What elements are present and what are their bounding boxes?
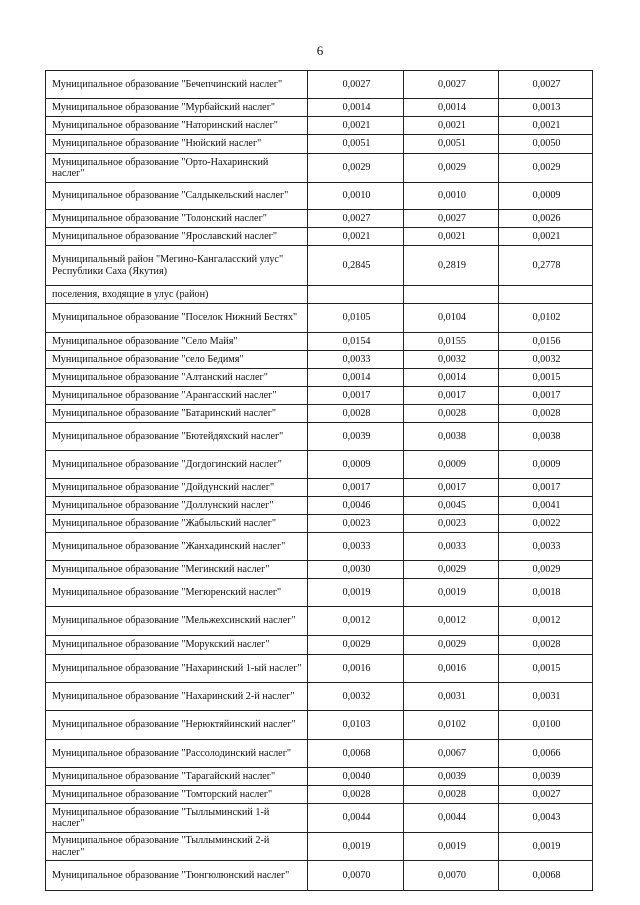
municipality-name: Муниципальное образование "село Бедимя" [46, 351, 308, 369]
coefficient-value-2: 0,2819 [404, 246, 499, 286]
coefficient-value-2: 0,0032 [404, 351, 499, 369]
coefficient-value-1: 0,0040 [308, 768, 404, 786]
coefficient-value-3: 0,0041 [499, 497, 593, 515]
table-row [46, 655, 593, 683]
coefficient-value-2: 0,0014 [404, 369, 499, 387]
coefficient-value-2: 0,0017 [404, 479, 499, 497]
municipality-name: Муниципальное образование "Доллунский наслег" [46, 497, 308, 515]
coefficient-value-2: 0,0021 [404, 228, 499, 246]
coefficient-value-2: 0,0016 [404, 655, 499, 683]
coefficient-value-2: 0,0070 [404, 861, 499, 891]
municipality-name: Муниципальное образование "Тыллыминский 2-й наслег" [46, 833, 308, 861]
municipality-name: Муниципальное образование "Нюйский наслег" [46, 135, 308, 154]
municipality-name: Муниципальное образование "Мурбайский наслег" [46, 99, 308, 117]
municipality-name: Муниципальный район "Мегино-Кангаласский улус" Республики Саха (Якутия) [46, 246, 308, 286]
municipality-name: Муниципальное образование "Мегинский наслег" [46, 561, 308, 579]
table-row [46, 117, 593, 135]
coefficient-value-2: 0,0051 [404, 135, 499, 154]
coefficient-value-3: 0,0015 [499, 655, 593, 683]
coefficient-value-1: 0,0051 [308, 135, 404, 154]
coefficient-value-2: 0,0019 [404, 579, 499, 607]
coefficient-value-3: 0,0027 [499, 71, 593, 99]
coefficient-value-2: 0,0028 [404, 786, 499, 804]
coefficient-value-3: 0,0021 [499, 117, 593, 135]
coefficient-value-3: 0,0029 [499, 561, 593, 579]
municipality-name: Муниципальное образование "Нахаринский 2-й наслег" [46, 683, 308, 711]
coefficient-value-2: 0,0017 [404, 387, 499, 405]
table-row [46, 405, 593, 423]
municipality-name: Муниципальное образование "Село Майя" [46, 333, 308, 351]
coefficient-value-2: 0,0029 [404, 636, 499, 655]
coefficient-value-3: 0,0043 [499, 804, 593, 833]
municipality-name: Муниципальное образование "Мегюренский наслег" [46, 579, 308, 607]
table-row [46, 451, 593, 479]
coefficient-value-1: 0,0030 [308, 561, 404, 579]
coefficient-value-3: 0,0050 [499, 135, 593, 154]
municipality-name: Муниципальное образование "Нахаринский 1-ый наслег" [46, 655, 308, 683]
municipality-name: Муниципальное образование "Бечепчинский наслег" [46, 71, 308, 99]
coefficient-value-1: 0,0032 [308, 683, 404, 711]
coefficients-table [45, 70, 593, 891]
coefficient-value-2: 0,0038 [404, 423, 499, 451]
coefficient-value-2: 0,0028 [404, 405, 499, 423]
coefficient-value-2: 0,0027 [404, 210, 499, 228]
table-row [46, 304, 593, 333]
table-row [46, 210, 593, 228]
coefficient-value-3: 0,0013 [499, 99, 593, 117]
coefficient-value-3: 0,0026 [499, 210, 593, 228]
municipality-name: Муниципальное образование "Тюнгюлюнский наслег" [46, 861, 308, 891]
municipality-name: Муниципальное образование "Наторинский наслег" [46, 117, 308, 135]
table-row [46, 861, 593, 891]
coefficient-value-1: 0,0028 [308, 405, 404, 423]
coefficient-value-1: 0,0039 [308, 423, 404, 451]
coefficient-value-1: 0,0044 [308, 804, 404, 833]
table-row [46, 286, 593, 304]
coefficient-value-1: 0,0014 [308, 369, 404, 387]
coefficient-value-1: 0,0027 [308, 71, 404, 99]
coefficient-value-2: 0,0012 [404, 607, 499, 636]
municipality-name: Муниципальное образование "Морукский наслег" [46, 636, 308, 655]
coefficient-value-2: 0,0014 [404, 99, 499, 117]
municipality-name: Муниципальное образование "Тарагайский наслег" [46, 768, 308, 786]
table-body [46, 71, 593, 891]
page-number: 6 [316, 43, 324, 58]
table-row [46, 479, 593, 497]
coefficient-value-2: 0,0019 [404, 833, 499, 861]
table-row [46, 833, 593, 861]
coefficient-value-3: 0,0029 [499, 154, 593, 183]
coefficient-value-1: 0,0021 [308, 228, 404, 246]
coefficient-value-3: 0,0032 [499, 351, 593, 369]
municipality-name: Муниципальное образование "Догдогинский наслег" [46, 451, 308, 479]
coefficient-value-3: 0,0027 [499, 786, 593, 804]
coefficient-value-3: 0,0017 [499, 479, 593, 497]
coefficient-value-1: 0,0021 [308, 117, 404, 135]
coefficient-value-3: 0,0031 [499, 683, 593, 711]
coefficient-value-2: 0,0155 [404, 333, 499, 351]
coefficient-value-2: 0,0009 [404, 451, 499, 479]
coefficient-value-3: 0,0068 [499, 861, 593, 891]
coefficient-value-3: 0,0015 [499, 369, 593, 387]
coefficient-value-3 [499, 286, 593, 304]
coefficient-value-2: 0,0031 [404, 683, 499, 711]
municipality-name: Муниципальное образование "Томторский наслег" [46, 786, 308, 804]
table-row [46, 423, 593, 451]
table-row [46, 515, 593, 533]
table-row [46, 246, 593, 286]
table-row [46, 369, 593, 387]
municipality-name: Муниципальное образование "Жабыльский наслег" [46, 515, 308, 533]
coefficient-value-2: 0,0045 [404, 497, 499, 515]
municipality-name: поселения, входящие в улус (район) [46, 286, 308, 304]
municipality-name: Муниципальное образование "Дойдунский наслег" [46, 479, 308, 497]
table-row [46, 804, 593, 833]
coefficient-value-1: 0,0012 [308, 607, 404, 636]
coefficient-value-2 [404, 286, 499, 304]
table-row [46, 99, 593, 117]
table-row [46, 351, 593, 369]
municipality-name: Муниципальное образование "Батаринский наслег" [46, 405, 308, 423]
coefficient-value-1: 0,0105 [308, 304, 404, 333]
coefficient-value-1: 0,2845 [308, 246, 404, 286]
municipality-name: Муниципальное образование "Ярославский наслег" [46, 228, 308, 246]
coefficient-value-1: 0,0017 [308, 387, 404, 405]
coefficient-value-1: 0,0014 [308, 99, 404, 117]
table-row [46, 683, 593, 711]
coefficient-value-1: 0,0023 [308, 515, 404, 533]
coefficient-value-3: 0,2778 [499, 246, 593, 286]
coefficient-value-2: 0,0029 [404, 561, 499, 579]
coefficient-value-1: 0,0070 [308, 861, 404, 891]
coefficient-value-2: 0,0023 [404, 515, 499, 533]
municipality-name: Муниципальное образование "Бютейдяхский наслег" [46, 423, 308, 451]
municipality-name: Муниципальное образование "Тыллыминский 1-й наслег" [46, 804, 308, 833]
table-row [46, 561, 593, 579]
coefficient-value-3: 0,0028 [499, 636, 593, 655]
coefficient-value-2: 0,0029 [404, 154, 499, 183]
coefficient-value-1: 0,0068 [308, 740, 404, 768]
coefficient-value-1: 0,0017 [308, 479, 404, 497]
coefficient-value-1: 0,0154 [308, 333, 404, 351]
coefficient-value-3: 0,0018 [499, 579, 593, 607]
coefficient-value-1: 0,0046 [308, 497, 404, 515]
coefficient-value-2: 0,0067 [404, 740, 499, 768]
table-row [46, 135, 593, 154]
municipality-name: Муниципальное образование "Жанхадинский наслег" [46, 533, 308, 561]
coefficient-value-3: 0,0017 [499, 387, 593, 405]
table-row [46, 333, 593, 351]
coefficient-value-3: 0,0156 [499, 333, 593, 351]
coefficient-value-1: 0,0019 [308, 579, 404, 607]
coefficient-value-2: 0,0044 [404, 804, 499, 833]
coefficient-value-1: 0,0027 [308, 210, 404, 228]
coefficient-value-3: 0,0028 [499, 405, 593, 423]
table-row [46, 533, 593, 561]
coefficient-value-2: 0,0010 [404, 183, 499, 210]
coefficient-value-3: 0,0009 [499, 183, 593, 210]
coefficient-value-3: 0,0102 [499, 304, 593, 333]
coefficient-value-2: 0,0102 [404, 711, 499, 740]
coefficient-value-3: 0,0066 [499, 740, 593, 768]
coefficient-value-1: 0,0029 [308, 636, 404, 655]
municipality-name: Муниципальное образование "Арангасский наслег" [46, 387, 308, 405]
coefficient-value-1 [308, 286, 404, 304]
coefficient-value-1: 0,0019 [308, 833, 404, 861]
coefficient-value-3: 0,0038 [499, 423, 593, 451]
municipality-name: Муниципальное образование "Поселок Нижний Бестях" [46, 304, 308, 333]
municipality-name: Муниципальное образование "Салдыкельский наслег" [46, 183, 308, 210]
table-row [46, 786, 593, 804]
coefficient-value-3: 0,0100 [499, 711, 593, 740]
municipality-name: Муниципальное образование "Орто-Нахаринский наслег" [46, 154, 308, 183]
table-row [46, 228, 593, 246]
coefficient-value-2: 0,0027 [404, 71, 499, 99]
table-row [46, 768, 593, 786]
coefficient-value-2: 0,0021 [404, 117, 499, 135]
table-row [46, 387, 593, 405]
coefficient-value-3: 0,0019 [499, 833, 593, 861]
municipality-name: Муниципальное образование "Нерюктяйинский наслег" [46, 711, 308, 740]
coefficient-value-1: 0,0103 [308, 711, 404, 740]
coefficient-value-1: 0,0033 [308, 351, 404, 369]
municipality-name: Муниципальное образование "Толонский наслег" [46, 210, 308, 228]
coefficient-value-3: 0,0022 [499, 515, 593, 533]
table-row [46, 183, 593, 210]
coefficient-value-3: 0,0039 [499, 768, 593, 786]
municipality-name: Муниципальное образование "Алтанский наслег" [46, 369, 308, 387]
coefficient-value-2: 0,0104 [404, 304, 499, 333]
table-row [46, 740, 593, 768]
coefficient-value-3: 0,0033 [499, 533, 593, 561]
coefficient-value-1: 0,0029 [308, 154, 404, 183]
table-row [46, 579, 593, 607]
coefficient-value-3: 0,0021 [499, 228, 593, 246]
table-row [46, 154, 593, 183]
coefficient-value-3: 0,0009 [499, 451, 593, 479]
coefficient-value-2: 0,0033 [404, 533, 499, 561]
coefficient-value-1: 0,0033 [308, 533, 404, 561]
coefficient-value-1: 0,0028 [308, 786, 404, 804]
table-row [46, 711, 593, 740]
coefficient-value-2: 0,0039 [404, 768, 499, 786]
coefficient-value-1: 0,0010 [308, 183, 404, 210]
coefficient-value-1: 0,0016 [308, 655, 404, 683]
table-row [46, 607, 593, 636]
table-row [46, 71, 593, 99]
municipality-name: Муниципальное образование "Мельжехсинский наслег" [46, 607, 308, 636]
coefficient-value-1: 0,0009 [308, 451, 404, 479]
table-row [46, 636, 593, 655]
municipality-name: Муниципальное образование "Рассолодинский наслег" [46, 740, 308, 768]
table-row [46, 497, 593, 515]
coefficient-value-3: 0,0012 [499, 607, 593, 636]
